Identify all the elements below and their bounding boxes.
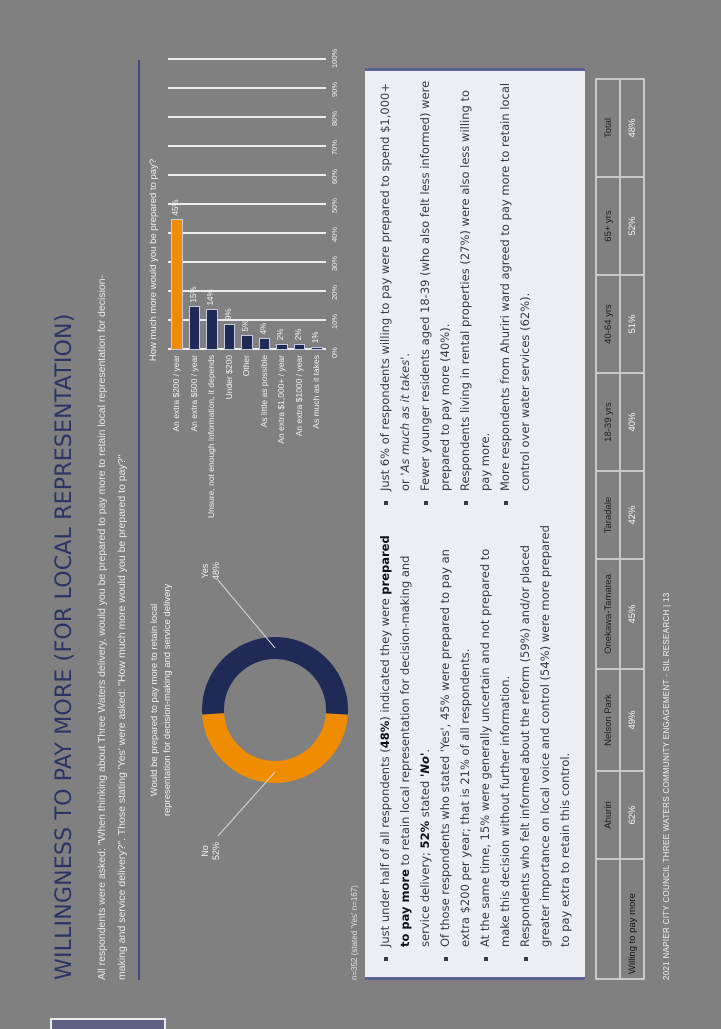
bar-category-label: Unsure, not enough information, it depends [206, 355, 216, 519]
bar-value-label: 4% [258, 322, 268, 335]
axis-tick-label: 60% [329, 168, 339, 184]
gridline [168, 58, 326, 60]
donut-svg [170, 550, 370, 870]
page-title: WILLINGNESS TO PAY MORE (FOR LOCAL REPRESENTATION) [52, 313, 77, 980]
table-cell: 62% [620, 771, 644, 859]
donut-title-line-1: Would be prepared to pay more to retain local [149, 603, 160, 797]
bar-value-label: 1% [311, 331, 320, 344]
table-header-cell: Onekawa-Tamatea [596, 559, 620, 669]
table-header-cell: 65+ yrs [596, 177, 620, 275]
donut-chart [170, 550, 370, 870]
bar-category-label: As little as possible [258, 355, 269, 428]
bar-category-label: Other [241, 355, 251, 377]
subtitle-line-2: making and service delivery?". Those stating 'Yes' were asked: "How much more would you be prepared to pay?" [116, 454, 128, 980]
findings-left-column [375, 523, 575, 963]
bar-value-label: 9% [223, 308, 233, 320]
finding-bullet: ▪ Just under half of all respondents (48%) indicated they were prepared to pay more to retain local representation for decision-making and service delivery; 52% stated 'No'. [375, 523, 435, 947]
bar [241, 336, 253, 351]
donut-title-line-2: representation for decision-making and service delivery [162, 583, 173, 817]
table-header-cell: 40-64 yrs [596, 275, 620, 373]
table-header-cell: Ahuriri [596, 771, 620, 859]
bar-value-label: 2% [293, 328, 303, 341]
gridline [168, 174, 326, 176]
bar [224, 324, 236, 350]
bar-category-label: An extra $500 / year [188, 355, 199, 432]
gridline [168, 87, 326, 89]
gridline [168, 232, 326, 234]
table-header-cell: Taradale [596, 471, 620, 559]
donut-label-no: No 52% [200, 841, 221, 860]
bar [294, 344, 306, 350]
finding-bullet: ▪ More respondents from Ahuriri ward agreed to pay more to retain local control over water services (62%). [495, 77, 535, 491]
findings-right-column [375, 77, 535, 507]
bar-category-label: An extra $200 / year [171, 355, 181, 432]
willingness-table [595, 78, 645, 980]
table-row [620, 79, 644, 979]
finding-bullet: ▪ Just 6% of respondents willing to pay were prepared to spend $1,000+ or 'As much as it takes'. [375, 77, 415, 491]
finding-bullet: ▪ At the same time, 15% were generally uncertain and not prepared to make this decision without further information. [475, 523, 515, 947]
sample-size-note: n=352 (stated 'Yes' n=167) [350, 885, 359, 980]
bar [206, 309, 218, 350]
bar [189, 307, 201, 351]
table-header-cell [596, 859, 620, 979]
finding-bullet: ▪ Respondents who felt informed about the reform (59%) and/or placed greater importance on local voice and control (54%) were more prepared to pay extra to retain this control. [515, 523, 575, 947]
findings-box [365, 68, 585, 980]
axis-tick-label: 70% [329, 139, 339, 155]
page-footer: 2021 NAPIER CITY COUNCIL THREE WATERS COMMUNITY ENGAGEMENT - SIL RESEARCH | 13 [662, 592, 671, 980]
subtitle-line-1: All respondents were asked: "When thinking about Three Waters delivery, would you be prepared to pay more to retain local representation for decision- [96, 274, 108, 980]
bar-value-label: 15% [188, 286, 198, 303]
donut-label-yes: Yes 48% [200, 561, 221, 580]
axis-tick-label: 50% [329, 197, 339, 213]
leader-line [218, 580, 275, 648]
axis-tick-label: 40% [329, 226, 339, 242]
table-header-cell: Nelson Park [596, 669, 620, 771]
table-cell: 48% [620, 79, 644, 177]
title-divider [138, 60, 140, 980]
bar-category-label: As much as it takes [311, 355, 321, 429]
bar-value-label: 5% [241, 319, 250, 332]
leader-line [218, 772, 275, 836]
table-header-row [596, 79, 620, 979]
bar [259, 338, 271, 350]
bar-category-label: An extra $1,000+ / year [276, 355, 286, 444]
bar-chart-title: How much more would you be prepared to pay? [148, 158, 159, 362]
bar [311, 347, 323, 350]
bar [276, 344, 288, 350]
page-tab-indicator [50, 1018, 166, 1029]
bar-category-label: An extra $1000 / year [293, 355, 304, 437]
gridline [168, 203, 326, 205]
table-cell: 42% [620, 471, 644, 559]
axis-tick-label: 100% [329, 48, 339, 68]
table-header-cell: 18-39 yrs [596, 373, 620, 471]
axis-tick-label: 20% [329, 284, 339, 300]
page-subtitle [92, 80, 132, 980]
finding-bullet: ▪ Fewer younger residents aged 18-39 (who also felt less informed) were prepared to pay more (40%). [415, 77, 455, 491]
bar-category-label: Under $200 [223, 355, 234, 400]
gridline [168, 261, 326, 263]
axis-tick-label: 10% [329, 313, 339, 329]
axis-tick-label: 90% [329, 81, 339, 97]
table-cell: 52% [620, 177, 644, 275]
table-header-cell: Total [596, 79, 620, 177]
bar-value-label: 2% [276, 328, 285, 341]
table-cell: 45% [620, 559, 644, 669]
finding-bullet: ▪ Of those respondents who stated 'Yes', 45% were prepared to pay an extra $200 per year; that is 21% of all respondents. [435, 523, 475, 947]
table-row-label: Willing to pay more [620, 859, 644, 979]
gridline [168, 116, 326, 118]
axis-tick-label: 0% [329, 347, 339, 358]
rotated-report-page [50, 40, 700, 1000]
bar-chart [160, 50, 360, 530]
bar-value-label: 45% [171, 199, 180, 216]
axis-tick-label: 80% [329, 110, 339, 126]
table-cell: 40% [620, 373, 644, 471]
finding-bullet: ▪ Respondents living in rental properties (27%) were also less willing to pay more. [455, 77, 495, 491]
table-cell: 51% [620, 275, 644, 373]
axis-tick-label: 30% [329, 255, 339, 271]
table-cell: 49% [620, 669, 644, 771]
gridline [168, 145, 326, 147]
bar [171, 220, 183, 351]
bar-value-label: 14% [206, 289, 215, 306]
